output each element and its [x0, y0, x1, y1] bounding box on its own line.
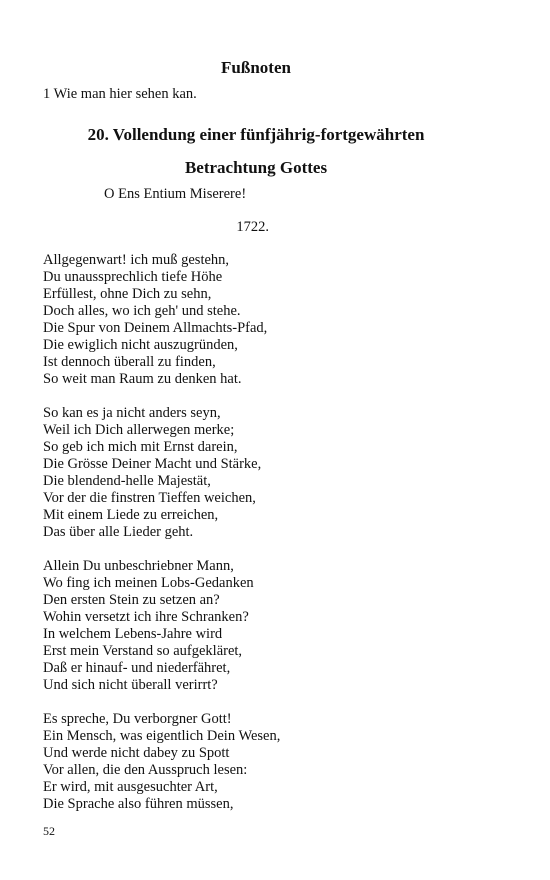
verse-line: Mit einem Liede zu erreichen, [43, 507, 219, 523]
verse-line: Und sich nicht überall verirrt? [43, 677, 218, 693]
verse-line: Allein Du unbeschriebner Mann, [43, 558, 234, 574]
poem-motto: O Ens Entium Miserere! [104, 186, 247, 202]
verse-line: Vor allen, die den Ausspruch lesen: [43, 762, 248, 778]
verse-line: So weit man Raum zu denken hat. [43, 371, 242, 387]
verse-line: Den ersten Stein zu setzen an? [43, 592, 220, 608]
verse-line: Die Sprache also führen müssen, [43, 796, 234, 812]
verse-line: Daß er hinauf- und niederfähret, [43, 660, 231, 676]
poem-year: 1722. [236, 219, 269, 235]
page-number: 52 [43, 824, 55, 838]
verse-line: Er wird, mit ausgesuchter Art, [43, 779, 218, 795]
footnotes-heading: Fußnoten [221, 58, 291, 77]
stanza-4 [43, 711, 523, 813]
poem-title-line-1: 20. Vollendung einer fünfjährig-fortgewährten [87, 125, 425, 144]
verse-line: In welchem Lebens-Jahre wird [43, 626, 223, 642]
verse-line: Die ewiglich nicht auszugründen, [43, 337, 238, 353]
footnote-1: 1 Wie man hier sehen kan. [43, 86, 197, 102]
verse-line: Die blendend-helle Majestät, [43, 473, 211, 489]
verse-line: Vor der die finstren Tieffen weichen, [43, 490, 256, 506]
verse-line: Doch alles, wo ich geh' und stehe. [43, 303, 241, 319]
verse-line: Allgegenwart! ich muß gestehn, [43, 252, 230, 268]
poem-title-line-2: Betrachtung Gottes [184, 158, 328, 177]
verse-line: Ist dennoch überall zu finden, [43, 354, 216, 370]
verse-line: Die Grösse Deiner Macht und Stärke, [43, 456, 262, 472]
verse-line: Erst mein Verstand so aufgekläret, [43, 643, 243, 659]
verse-line: So kan es ja nicht anders seyn, [43, 405, 221, 421]
stanza-3 [43, 558, 523, 694]
verse-line: Erfüllest, ohne Dich zu sehn, [43, 286, 212, 302]
verse-line: Du unaussprechlich tiefe Höhe [43, 269, 223, 285]
verse-line: Die Spur von Deinem Allmachts-Pfad, [43, 320, 268, 336]
verse-line: Weil ich Dich allerwegen merke; [43, 422, 235, 438]
verse-line: Es spreche, Du verborgner Gott! [43, 711, 232, 727]
stanza-1 [43, 252, 523, 388]
verse-line: Wohin versetzt ich ihre Schranken? [43, 609, 249, 625]
verse-line: Ein Mensch, was eigentlich Dein Wesen, [43, 728, 281, 744]
verse-line: Und werde nicht dabey zu Spott [43, 745, 230, 761]
poem-year-row [0, 219, 512, 236]
poem-body [43, 252, 523, 830]
verse-line: Das über alle Lieder geht. [43, 524, 194, 540]
verse-line: Wo fing ich meinen Lobs-Gedanken [43, 575, 254, 591]
verse-line: So geb ich mich mit Ernst darein, [43, 439, 238, 455]
stanza-2 [43, 405, 523, 541]
